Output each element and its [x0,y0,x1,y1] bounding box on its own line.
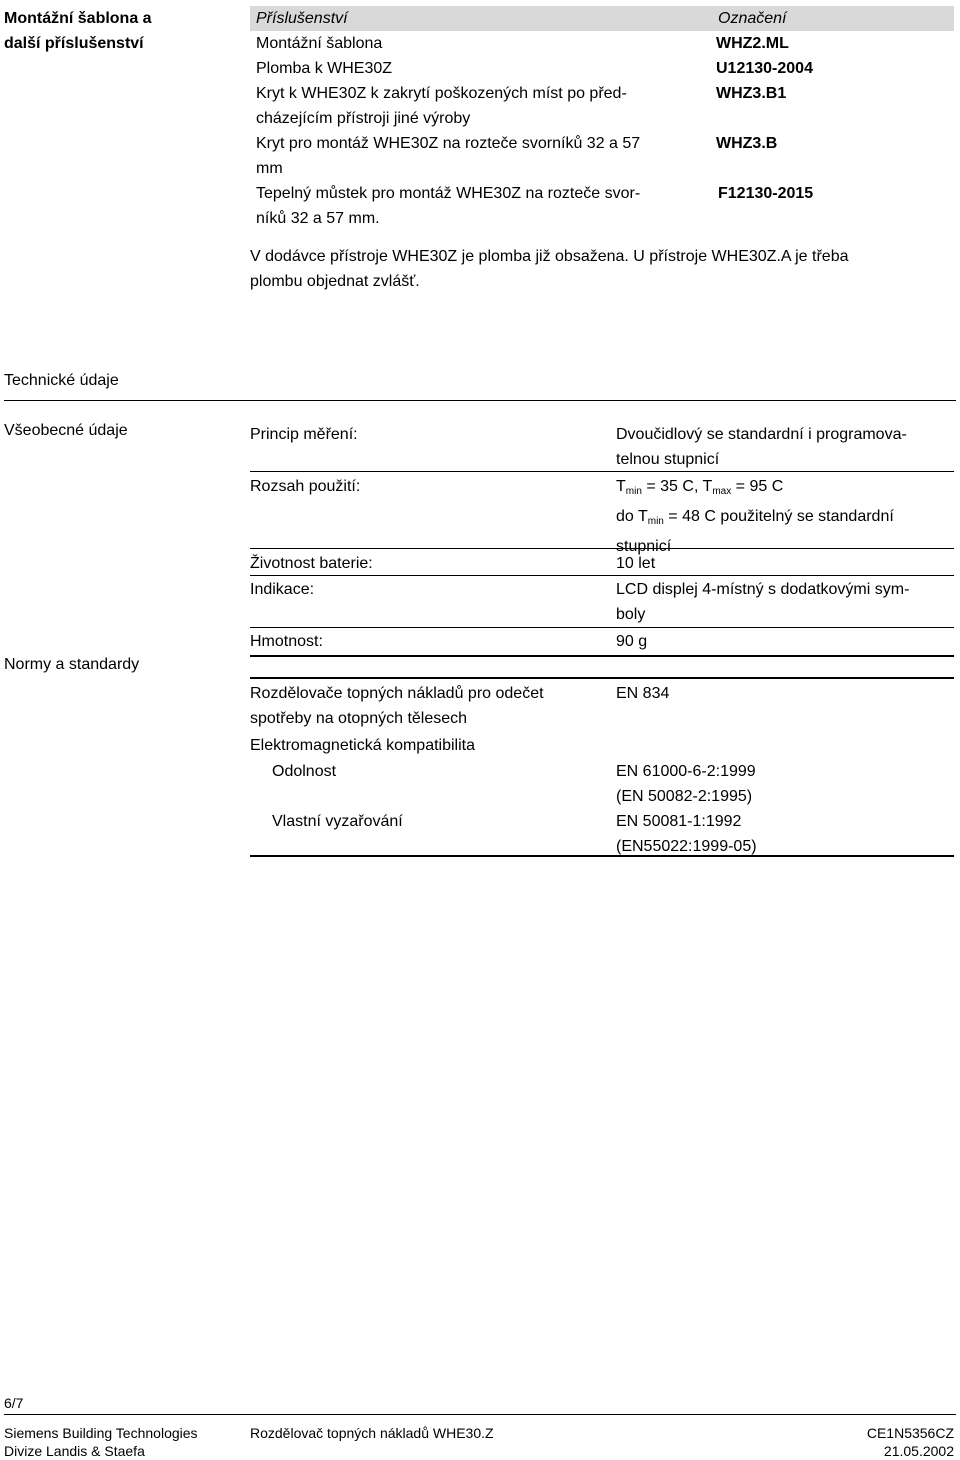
principle-value-line1: Dvoučidlový se standardní i programova- [616,426,907,443]
item-name-line1: Kryt pro montáž WHE30Z na rozteče svorníků 32 a 57 [256,135,641,152]
heat-cost-standard-value: EN 834 [616,685,670,702]
immunity-label: Odolnost [272,763,337,780]
general-data-label: Všeobecné údaje [4,422,128,439]
battery-label: Životnost baterie: [250,555,373,572]
item-name: Montážní šablona [256,35,383,52]
immunity-value-line1: EN 61000-6-2:1999 [616,763,756,780]
row-divider [250,548,954,549]
row-divider [250,471,954,472]
emission-label: Vlastní vyzařování [272,813,403,830]
row-divider [250,575,954,576]
item-name: Plomba k WHE30Z [256,60,393,77]
footer-rule [4,1414,956,1415]
accessories-table-header [250,6,954,31]
item-name [250,81,705,131]
item-name [250,181,705,231]
range-line1-mid: = 35 C, T [641,478,713,495]
table-row [250,56,954,81]
range-label: Rozsah použití: [250,478,361,495]
accessories-note [250,244,954,294]
battery-value: 10 let [616,555,656,572]
header-code: Označení [718,10,787,27]
range-line1-end: = 95 C [731,478,784,495]
doc-date: 21.05.2002 [883,1443,954,1459]
row-divider [250,677,954,679]
table-bottom-rule [250,855,954,857]
item-code: F12130-2015 [718,185,814,202]
item-code: WHZ2.ML [716,35,789,52]
row-divider [250,655,954,657]
section-title: Technické údaje [4,372,119,389]
item-code: WHZ3.B [716,135,778,152]
range-min-sub: min [625,486,642,497]
emc-label: Elektromagnetická kompatibilita [250,737,475,754]
standards-label: Normy a standardy [4,656,140,673]
item-code: U12130-2004 [716,60,813,77]
note-line1: V dodávce přístroje WHE30Z je plomba již obsažena. U přístroje WHE30Z.A je třeba [250,248,849,265]
footer-company [4,1424,198,1460]
range-value-line2 [616,504,956,534]
table-row [250,81,954,131]
display-value-line2: boly [616,606,646,623]
emission-value-line1: EN 50081-1:1992 [616,813,742,830]
principle-value [616,422,956,472]
table-row [250,31,954,56]
header-item: Příslušenství [256,10,348,27]
heat-cost-label-line1: Rozdělovače topných nákladů pro odečet [250,685,544,702]
table-row [250,181,954,231]
company-line2: Divize Landis & Staefa [4,1443,145,1459]
range-line2-end: = 48 C použitelný se standardní [663,508,894,525]
weight-value: 90 g [616,633,648,650]
display-value [616,577,956,627]
display-value-line1: LCD displej 4-místný s dodatkovými sym- [616,581,910,598]
footer-doc-title: Rozdělovač topných nákladů WHE30.Z [250,1425,494,1441]
range-value-line1 [616,474,956,504]
section-divider [4,400,956,401]
accessories-table [250,6,954,231]
doc-code: CE1N5356CZ [866,1425,954,1441]
heat-cost-label-line2: spotřeby na otopných tělesech [250,710,468,727]
table-row [250,131,954,181]
page-number: 6/7 [4,1395,24,1411]
range-max-sub: max [712,486,732,497]
range-line2-start: do T [616,508,648,525]
immunity-value [616,759,956,809]
side-title-line2: další příslušenství [4,35,144,52]
weight-label: Hmotnost: [250,633,323,650]
item-name-line1: Kryt k WHE30Z k zakrytí poškozených míst po před- [256,85,627,102]
footer-doc-meta [867,1424,954,1460]
item-name-line2: mm [256,160,283,177]
heat-cost-standard-label [250,681,544,731]
row-divider [250,627,954,628]
range-value-line3: stupnicí [616,538,672,555]
principle-label: Princip měření: [250,426,358,443]
item-name-line2: níků 32 a 57 mm. [256,210,380,227]
display-label: Indikace: [250,581,315,598]
range-min-sub-2: min [647,516,664,527]
item-name-line1: Tepelný můstek pro montáž WHE30Z na rozteče svor- [256,185,641,202]
range-t-symbol: T [616,478,626,495]
company-line1: Siemens Building Technologies [4,1425,198,1441]
note-line2: plombu objednat zvlášť. [250,273,420,290]
range-value [616,474,956,559]
accessories-side-title [4,6,204,56]
principle-value-line2: telnou stupnicí [616,451,720,468]
emission-value [616,809,956,859]
item-name-line2: cházejícím přístroji jiné výroby [256,110,471,127]
item-code: WHZ3.B1 [716,85,787,102]
side-title-line1: Montážní šablona a [4,10,152,27]
immunity-value-line2: (EN 50082-2:1995) [616,788,753,805]
item-name [250,131,705,181]
emission-value-line2: (EN55022:1999-05) [616,838,757,855]
